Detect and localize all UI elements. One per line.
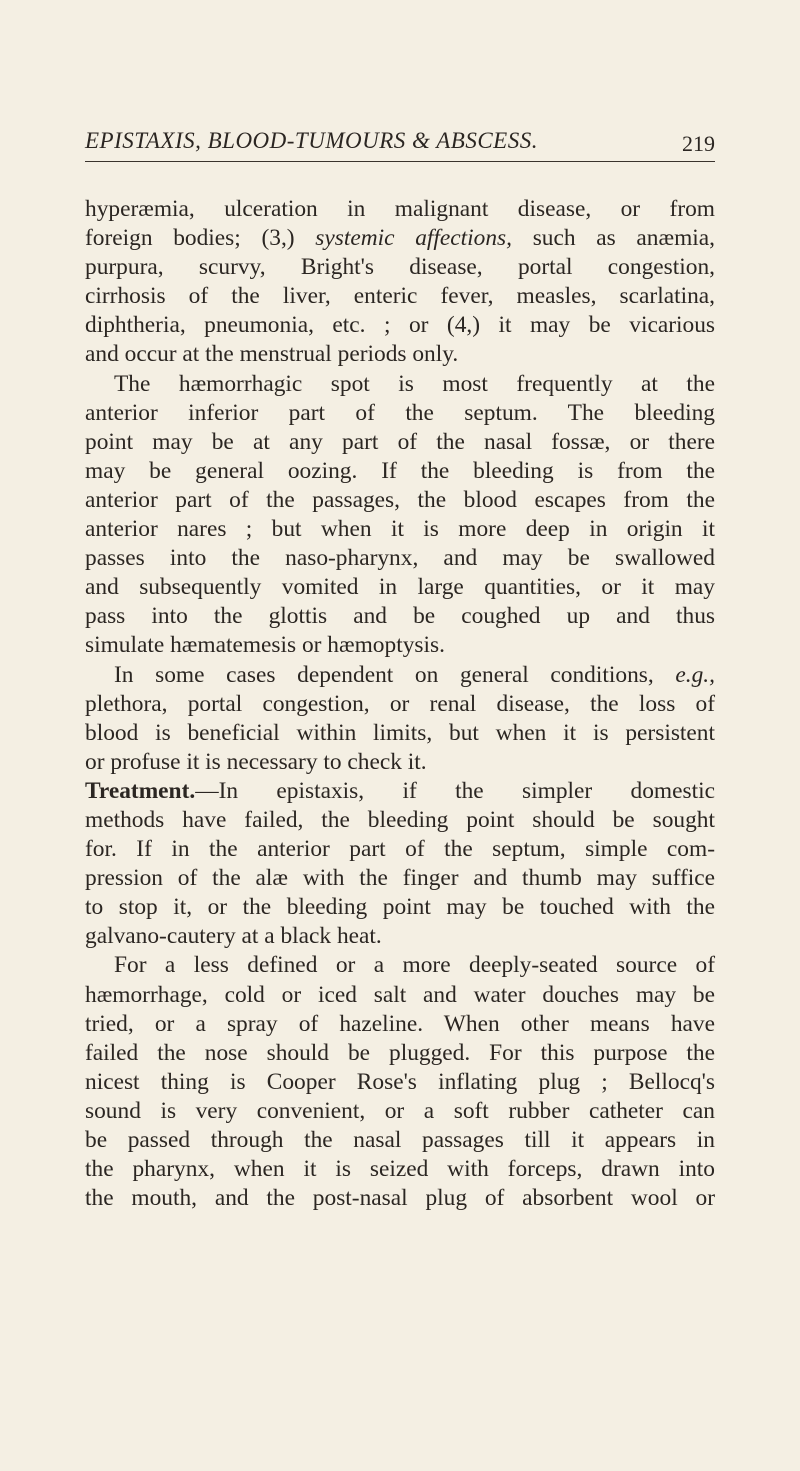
text-line: diphtheria, pneumonia, etc. ; or (4,) it may be vicarious (85, 312, 715, 339)
text-line: blood is beneficial within limits, but when it is persistent (85, 719, 715, 746)
text-line: purpura, scurvy, Bright's disease, portal congestion, (85, 254, 715, 281)
text-line: and subsequently vomited in large quantities, or it may (85, 574, 715, 601)
text-line: methods have failed, the bleeding point should be sought (85, 806, 715, 833)
text-line: may be general oozing. If the bleeding is from the (85, 457, 715, 484)
text-line: be passed through the nasal passages till it appears in (85, 1127, 715, 1153)
text-line (85, 777, 715, 806)
text-line: the pharynx, when it is seized with forceps, drawn into (85, 1156, 715, 1183)
text-line: anterior nares ; but when it is more deep in origin it (85, 516, 715, 543)
text-line (85, 661, 715, 690)
text-line: anterior inferior part of the septum. The bleeding (85, 399, 715, 426)
text-segment: such as anæmia, (532, 225, 715, 252)
italic-phrase: e.g., (675, 661, 715, 688)
text-segment: foreign bodies; (3,) (85, 225, 295, 252)
text-line: sound is very convenient, or a soft rubber catheter can (85, 1097, 715, 1124)
header-rule (85, 161, 715, 162)
text-line: or profuse it is necessary to check it. (85, 748, 427, 775)
text-line: and occur at the menstrual periods only. (85, 341, 459, 368)
text-line: point may be at any part of the nasal fossæ, or there (85, 428, 715, 455)
text-line: simulate hæmatemesis or hæmoptysis. (85, 632, 445, 659)
text-line: the mouth, and the post-nasal plug of absorbent wool or (85, 1185, 715, 1212)
text-line: cirrhosis of the liver, enteric fever, measles, scarlatina, (85, 283, 715, 310)
section-heading: Treatment. (85, 777, 196, 804)
text-line: passes into the naso-pharynx, and may be swallowed (85, 545, 715, 572)
text-line: failed the nose should be plugged. For this purpose the (85, 1039, 715, 1066)
text-line: hyperæmia, ulceration in malignant disease, or from (85, 196, 715, 222)
text-line (85, 224, 715, 253)
text-line: nicest thing is Cooper Rose's inflating plug ; Bellocq's (85, 1068, 715, 1095)
text-line: pass into the glottis and be coughed up and thus (85, 603, 715, 630)
page-number: 219 (682, 131, 715, 156)
text-segment: In some cases dependent on general conditions, (114, 661, 654, 688)
text-line: galvano-cautery at a black heat. (85, 923, 382, 950)
text-line: to stop it, or the bleeding point may be touched with the (85, 894, 715, 921)
text-segment: —In epistaxis, if the simpler domestic (195, 777, 715, 804)
text-line: tried, or a spray of hazeline. When other means have (85, 1010, 715, 1037)
text-line: plethora, portal congestion, or renal disease, the loss of (85, 690, 715, 717)
text-line: anterior part of the passages, the blood escapes from the (85, 486, 715, 513)
text-line: For a less defined or a more deeply-seated source of (114, 952, 715, 979)
running-title: EPISTAXIS, BLOOD-TUMOURS & ABSCESS. (85, 128, 538, 153)
text-line: The hæmorrhagic spot is most frequently at the (114, 370, 715, 397)
text-line: hæmorrhage, cold or iced salt and water douches may be (85, 981, 715, 1008)
text-line: pression of the alæ with the finger and thumb may suffice (85, 865, 715, 892)
running-head (85, 128, 715, 168)
italic-phrase: systemic affections, (315, 225, 512, 252)
text-line: for. If in the anterior part of the septum, simple com- (85, 836, 715, 863)
body-text (85, 195, 715, 1213)
